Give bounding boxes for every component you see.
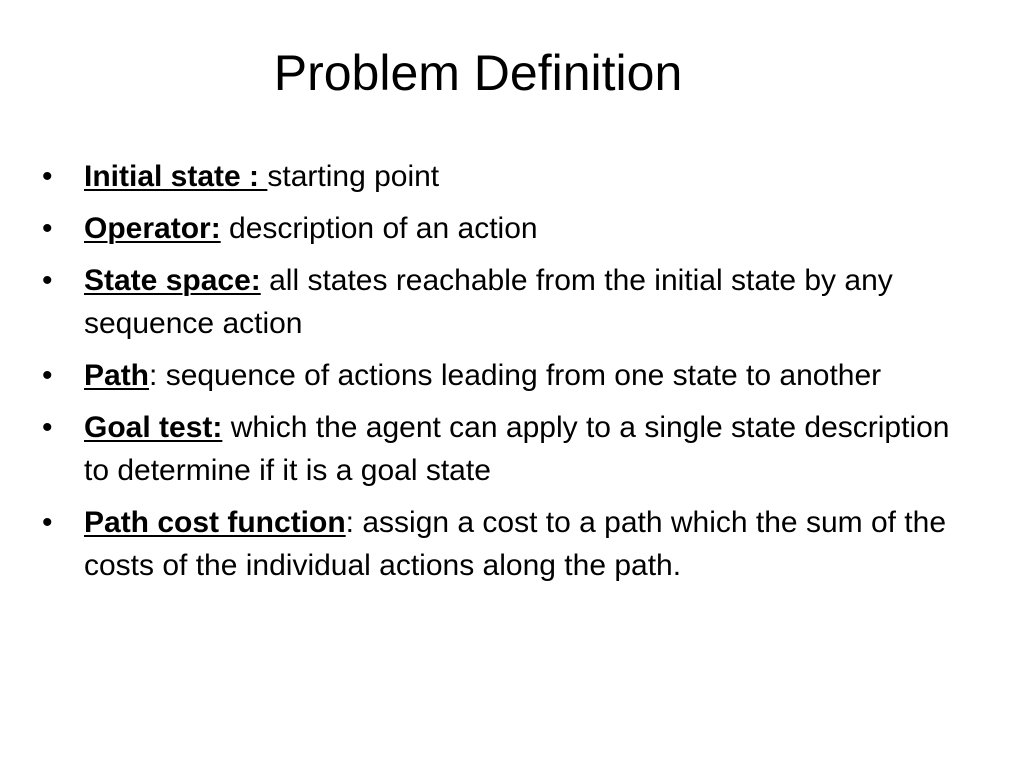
bullet-icon: •	[42, 359, 53, 392]
bullet-text: assign a cost to a path which the sum of the costs of the individual actions along the path.	[84, 506, 947, 582]
bullet-term: Initial state :	[84, 160, 268, 193]
bullet-icon: •	[42, 264, 53, 297]
bullet-separator	[222, 411, 230, 444]
bullet-term: Goal test:	[84, 411, 223, 444]
bullet-item-state-space	[42, 259, 959, 345]
slide-title: Problem Definition	[273, 45, 683, 101]
bullet-term: Path	[84, 359, 150, 392]
bullet-separator: :	[345, 506, 363, 539]
bullet-text: which the agent can apply to a single state description to determine if it is a goal state	[84, 411, 950, 487]
bullet-item-initial-state	[42, 155, 959, 198]
bullet-term: State space:	[84, 264, 261, 297]
bullet-separator	[221, 212, 229, 245]
bullet-item-goal-test	[42, 406, 959, 492]
bullet-icon: •	[42, 212, 53, 245]
bullet-list	[42, 155, 959, 596]
bullet-separator	[261, 264, 269, 297]
bullet-text: all states reachable from the initial state by any sequence action	[84, 264, 893, 340]
bullet-icon: •	[42, 411, 53, 444]
bullet-term: Operator:	[84, 212, 221, 245]
bullet-icon: •	[42, 506, 53, 539]
bullet-text: description of an action	[229, 212, 538, 245]
bullet-text: sequence of actions leading from one state to another	[165, 359, 882, 392]
bullet-item-path-cost-function	[42, 501, 959, 587]
bullet-term: Path cost function	[84, 506, 346, 539]
bullet-item-operator	[42, 207, 959, 250]
bullet-text: starting point	[267, 160, 440, 193]
bullet-item-path	[42, 354, 959, 397]
bullet-separator: :	[149, 359, 166, 392]
bullet-icon: •	[42, 160, 53, 193]
